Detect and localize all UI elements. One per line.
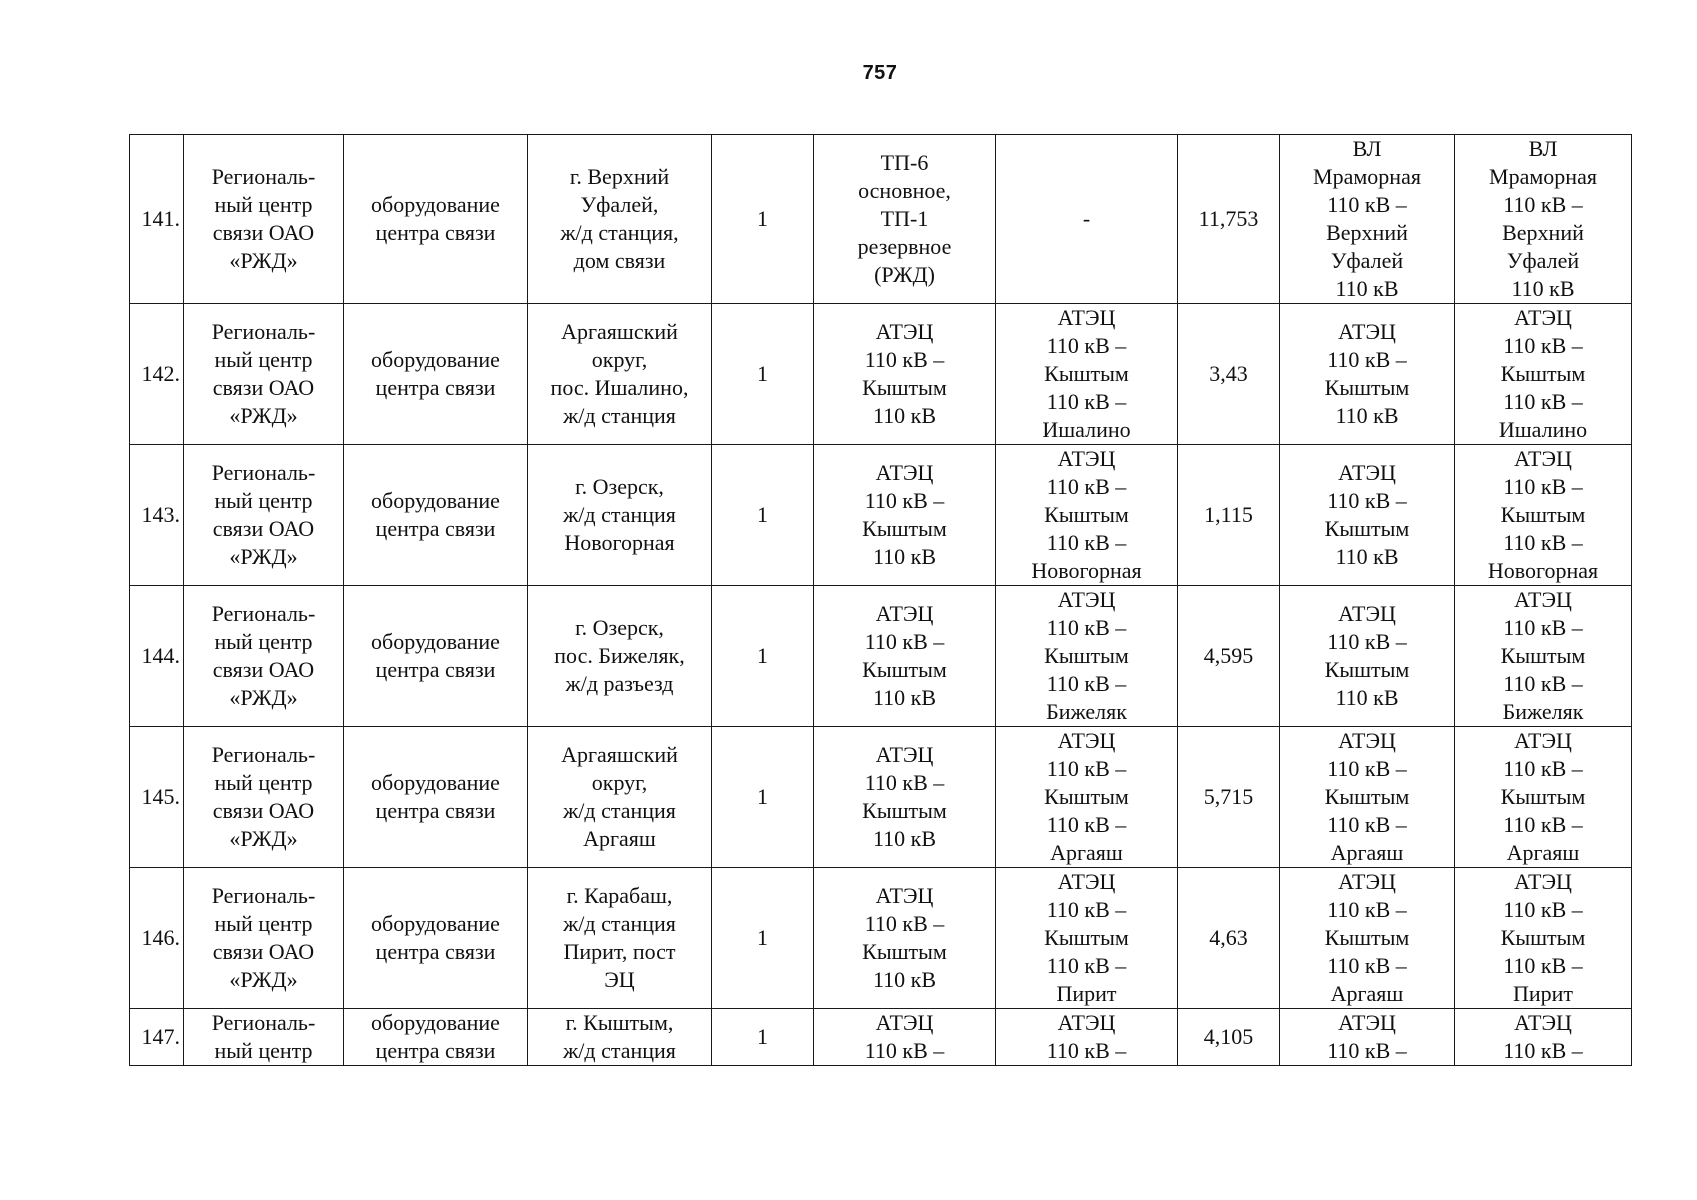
row-number: 145. xyxy=(130,727,184,868)
connection-cell: ВЛ Мраморная 110 кВ – Верхний Уфалей 110 кВ xyxy=(1280,135,1455,304)
connection-cell: АТЭЦ 110 кВ – Кыштым 110 кВ – Аргаяш xyxy=(1280,868,1455,1009)
owner-cell: Региональ- ный центр связи ОАО «РЖД» xyxy=(184,304,344,445)
line-cell: - xyxy=(996,135,1178,304)
page-number: 757 xyxy=(862,62,898,84)
count-cell: 1 xyxy=(712,586,814,727)
connection-cell: АТЭЦ 110 кВ – Кыштым 110 кВ – Аргаяш xyxy=(1280,727,1455,868)
connection-cell: АТЭЦ 110 кВ – xyxy=(1280,1009,1455,1066)
table-row xyxy=(130,1009,1632,1066)
connection-alt-cell: АТЭЦ 110 кВ – Кыштым 110 кВ – Бижеляк xyxy=(1455,586,1632,727)
equipment-cell: оборудование центра связи xyxy=(344,868,528,1009)
value-cell: 1,115 xyxy=(1178,445,1280,586)
connection-alt-cell: АТЭЦ 110 кВ – Кыштым 110 кВ – Ишалино xyxy=(1455,304,1632,445)
table-row xyxy=(130,586,1632,727)
count-cell: 1 xyxy=(712,445,814,586)
line-cell: АТЭЦ 110 кВ – Кыштым 110 кВ – Пирит xyxy=(996,868,1178,1009)
row-number: 143. xyxy=(130,445,184,586)
data-table xyxy=(129,134,1632,1066)
equipment-cell: оборудование центра связи xyxy=(344,445,528,586)
connection-alt-cell: АТЭЦ 110 кВ – Кыштым 110 кВ – Аргаяш xyxy=(1455,727,1632,868)
table-row xyxy=(130,445,1632,586)
count-cell: 1 xyxy=(712,727,814,868)
value-cell: 4,595 xyxy=(1178,586,1280,727)
table-body xyxy=(130,135,1632,1066)
location-cell: г. Озерск, пос. Бижеляк, ж/д разъезд xyxy=(528,586,712,727)
owner-cell: Региональ- ный центр связи ОАО «РЖД» xyxy=(184,868,344,1009)
source-cell: АТЭЦ 110 кВ – Кыштым 110 кВ xyxy=(814,727,996,868)
value-cell: 3,43 xyxy=(1178,304,1280,445)
table-row xyxy=(130,135,1632,304)
row-number: 144. xyxy=(130,586,184,727)
equipment-cell: оборудование центра связи xyxy=(344,135,528,304)
row-number: 146. xyxy=(130,868,184,1009)
line-cell: АТЭЦ 110 кВ – xyxy=(996,1009,1178,1066)
line-cell: АТЭЦ 110 кВ – Кыштым 110 кВ – Ишалино xyxy=(996,304,1178,445)
connection-alt-cell: АТЭЦ 110 кВ – Кыштым 110 кВ – Новогорная xyxy=(1455,445,1632,586)
connection-alt-cell: ВЛ Мраморная 110 кВ – Верхний Уфалей 110 кВ xyxy=(1455,135,1632,304)
owner-cell: Региональ- ный центр связи ОАО «РЖД» xyxy=(184,586,344,727)
row-number: 141. xyxy=(130,135,184,304)
equipment-cell: оборудование центра связи xyxy=(344,304,528,445)
connection-alt-cell: АТЭЦ 110 кВ – Кыштым 110 кВ – Пирит xyxy=(1455,868,1632,1009)
value-cell: 4,105 xyxy=(1178,1009,1280,1066)
count-cell: 1 xyxy=(712,135,814,304)
count-cell: 1 xyxy=(712,868,814,1009)
table-row xyxy=(130,727,1632,868)
source-cell: АТЭЦ 110 кВ – Кыштым 110 кВ xyxy=(814,586,996,727)
location-cell: Аргаяшский округ, ж/д станция Аргаяш xyxy=(528,727,712,868)
connection-cell: АТЭЦ 110 кВ – Кыштым 110 кВ xyxy=(1280,445,1455,586)
line-cell: АТЭЦ 110 кВ – Кыштым 110 кВ – Новогорная xyxy=(996,445,1178,586)
source-cell: ТП-6 основное, ТП-1 резервное (РЖД) xyxy=(814,135,996,304)
equipment-cell: оборудование центра связи xyxy=(344,727,528,868)
row-number: 147. xyxy=(130,1009,184,1066)
location-cell: г. Кыштым, ж/д станция xyxy=(528,1009,712,1066)
owner-cell: Региональ- ный центр связи ОАО «РЖД» xyxy=(184,445,344,586)
source-cell: АТЭЦ 110 кВ – Кыштым 110 кВ xyxy=(814,304,996,445)
location-cell: Аргаяшский округ, пос. Ишалино, ж/д станция xyxy=(528,304,712,445)
connection-cell: АТЭЦ 110 кВ – Кыштым 110 кВ xyxy=(1280,304,1455,445)
count-cell: 1 xyxy=(712,304,814,445)
equipment-cell: оборудование центра связи xyxy=(344,1009,528,1066)
owner-cell: Региональ- ный центр связи ОАО «РЖД» xyxy=(184,727,344,868)
line-cell: АТЭЦ 110 кВ – Кыштым 110 кВ – Аргаяш xyxy=(996,727,1178,868)
owner-cell: Региональ- ный центр xyxy=(184,1009,344,1066)
table-row xyxy=(130,304,1632,445)
owner-cell: Региональ- ный центр связи ОАО «РЖД» xyxy=(184,135,344,304)
location-cell: г. Верхний Уфалей, ж/д станция, дом связи xyxy=(528,135,712,304)
location-cell: г. Карабаш, ж/д станция Пирит, пост ЭЦ xyxy=(528,868,712,1009)
count-cell: 1 xyxy=(712,1009,814,1066)
value-cell: 11,753 xyxy=(1178,135,1280,304)
value-cell: 4,63 xyxy=(1178,868,1280,1009)
table-row xyxy=(130,868,1632,1009)
source-cell: АТЭЦ 110 кВ – Кыштым 110 кВ xyxy=(814,445,996,586)
row-number: 142. xyxy=(130,304,184,445)
source-cell: АТЭЦ 110 кВ – xyxy=(814,1009,996,1066)
equipment-cell: оборудование центра связи xyxy=(344,586,528,727)
connection-cell: АТЭЦ 110 кВ – Кыштым 110 кВ xyxy=(1280,586,1455,727)
connection-alt-cell: АТЭЦ 110 кВ – xyxy=(1455,1009,1632,1066)
value-cell: 5,715 xyxy=(1178,727,1280,868)
location-cell: г. Озерск, ж/д станция Новогорная xyxy=(528,445,712,586)
source-cell: АТЭЦ 110 кВ – Кыштым 110 кВ xyxy=(814,868,996,1009)
line-cell: АТЭЦ 110 кВ – Кыштым 110 кВ – Бижеляк xyxy=(996,586,1178,727)
